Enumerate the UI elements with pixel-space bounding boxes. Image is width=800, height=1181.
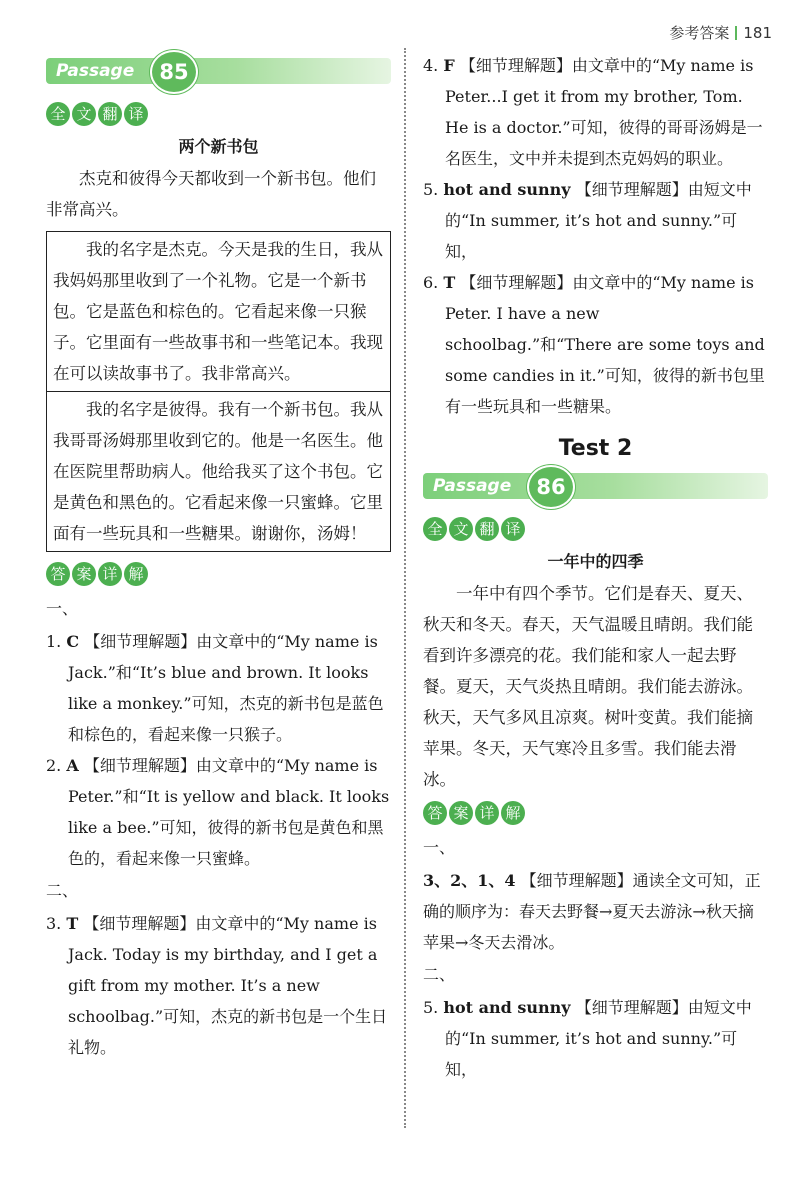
tag-char: 答	[46, 562, 70, 586]
item-answer: C	[66, 632, 80, 651]
column-divider	[404, 48, 406, 1128]
item-number: 4.	[423, 56, 439, 75]
page-number: 181	[743, 24, 772, 42]
tag-char: 译	[501, 517, 525, 541]
item-number: 3.	[46, 914, 62, 933]
section-heading: 二、	[423, 965, 456, 984]
section-heading: 一、	[46, 599, 79, 618]
item-explanation: 【细节理解题】由短文中的“In summer, it’s hot and sunny.”可知，	[445, 180, 752, 261]
translation-tag	[423, 517, 768, 541]
section-heading: 二、	[46, 881, 79, 900]
item-answer: T	[66, 914, 79, 933]
right-column	[423, 50, 768, 1085]
item-explanation: 【细节理解题】由文章中的“My name is Jack.”和“It’s blue and brown. It looks like a monkey.”可知，杰克的新书包是蓝色和棕色的，看起来像一只猴子。	[68, 632, 384, 744]
peter-letter-text: 我的名字是彼得。我有一个新书包。我从我哥哥汤姆那里收到它的。他是一名医生。他在医院里帮助病人。他给我买了这个书包。它是黄色和黑色的。它看起来像一只蜜蜂。它里面有一些玩具和一些糖果。谢谢你，汤姆！	[53, 400, 383, 543]
item-number: 5.	[423, 998, 439, 1017]
answer-item	[46, 750, 391, 874]
passage-label: Passage	[433, 476, 512, 496]
jack-letter	[47, 232, 390, 391]
answer-item	[423, 992, 768, 1085]
peter-letter	[47, 391, 390, 551]
answer-item	[46, 908, 391, 1063]
tag-char: 全	[46, 102, 70, 126]
header-label: 参考答案	[669, 24, 730, 42]
translation-tag	[46, 102, 391, 126]
answer-item	[423, 174, 768, 267]
item-answer: hot and sunny	[443, 180, 571, 199]
passage-number: 86	[527, 465, 575, 509]
tag-char: 答	[423, 801, 447, 825]
item-explanation: 【细节理解题】通读全文可知，正确的顺序为：春天去野餐→夏天去游泳→秋天摘苹果→冬天去滑冰。	[423, 871, 761, 952]
item-answer: F	[443, 56, 455, 75]
tag-char: 解	[124, 562, 148, 586]
passage-86-banner	[423, 465, 768, 507]
item-explanation: 【细节理解题】由文章中的“My name is Peter. I have a new schoolbag.”和“There are some toys and some candies in it.”可知，彼得的新书包里有一些玩具和一些糖果。	[445, 273, 765, 416]
translation-intro: 杰克和彼得今天都收到一个新书包。他们非常高兴。	[46, 169, 376, 219]
tag-char: 解	[501, 801, 525, 825]
tag-char: 翻	[475, 517, 499, 541]
page-header	[669, 22, 772, 43]
answer-item	[423, 865, 768, 958]
answers-tag	[423, 801, 768, 825]
answers-tag	[46, 562, 391, 586]
item-explanation: 【细节理解题】由文章中的“My name is Jack. Today is my birthday, and I get a gift from my mother. It’s a new schoolbag.”可知，杰克的新书包是一个生日礼物。	[68, 914, 388, 1057]
translation-body: 一年中有四个季节。它们是春天、夏天、秋天和冬天。春天，天气温暖且晴朗。我们能看到许多漂亮的花。我们能和家人一起去野餐。夏天，天气炎热且晴朗。我们能去游泳。秋天，天气多风且凉爽。树叶变黄。我们能摘苹果。冬天，天气寒冷且多雪。我们能去滑冰。	[423, 584, 753, 789]
tag-char: 翻	[98, 102, 122, 126]
item-explanation: 【细节理解题】由短文中的“In summer, it’s hot and sunny.”可知，	[445, 998, 752, 1079]
item-number: 5.	[423, 180, 439, 199]
item-answer: 3、2、1、4	[423, 871, 516, 890]
passage-number: 85	[150, 50, 198, 94]
tag-char: 详	[98, 562, 122, 586]
item-number: 1.	[46, 632, 62, 651]
item-explanation: 【细节理解题】由文章中的“My name is Peter...I get it from my brother, Tom. He is a doctor.”可知，彼得的哥哥汤姆是一名医生，文中并未提到杰克妈妈的职业。	[445, 56, 763, 168]
item-explanation: 【细节理解题】由文章中的“My name is Peter.”和“It is yellow and black. It looks like a bee.”可知，彼得的新书包是黄色和黑色的，看起来像一只蜜蜂。	[68, 756, 390, 868]
item-number: 2.	[46, 756, 62, 775]
tag-char: 详	[475, 801, 499, 825]
letters-box	[46, 231, 391, 552]
left-column	[46, 50, 391, 1063]
translation-title: 一年中的四季	[547, 552, 644, 571]
section-heading: 一、	[423, 838, 456, 857]
tag-char: 案	[449, 801, 473, 825]
jack-letter-text: 我的名字是杰克。今天是我的生日，我从我妈妈那里收到了一个礼物。它是一个新书包。它是蓝色和棕色的。它看起来像一只猴子。它里面有一些故事书和一些笔记本。我现在可以读故事书了。我非常高兴。	[53, 240, 383, 383]
item-number: 6.	[423, 273, 439, 292]
tag-char: 全	[423, 517, 447, 541]
answer-item	[423, 267, 768, 422]
item-answer: hot and sunny	[443, 998, 571, 1017]
tag-char: 案	[72, 562, 96, 586]
header-divider	[735, 26, 737, 40]
answer-item	[423, 50, 768, 174]
tag-char: 文	[72, 102, 96, 126]
test-title: Test 2	[558, 436, 633, 461]
translation-title: 两个新书包	[178, 137, 259, 156]
item-answer: A	[66, 756, 79, 775]
passage-85-banner	[46, 50, 391, 92]
tag-char: 译	[124, 102, 148, 126]
answer-item	[46, 626, 391, 750]
tag-char: 文	[449, 517, 473, 541]
item-answer: T	[443, 273, 456, 292]
passage-label: Passage	[56, 61, 135, 81]
